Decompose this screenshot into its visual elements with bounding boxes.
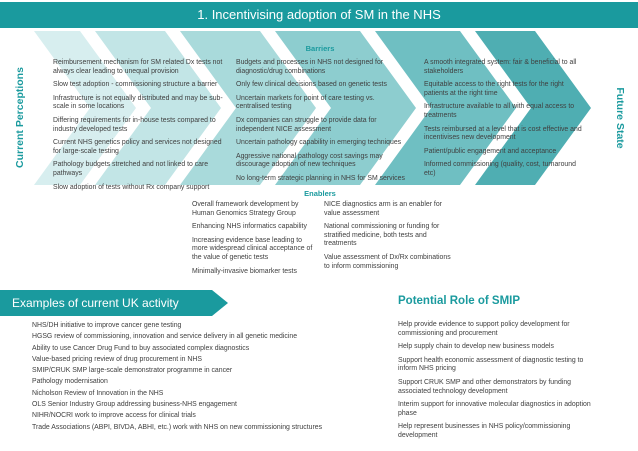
list-item: Dx companies can struggle to provide data for independent NICE assessment bbox=[236, 116, 377, 133]
list-item: Patient/public engagement and acceptance bbox=[424, 147, 557, 155]
list-item: OLS Senior Industry Group addressing business-NHS engagement bbox=[32, 401, 237, 409]
list-item: Infrastructure is not equally distributed and may be sub-scale in some locations bbox=[53, 94, 223, 111]
smip-list bbox=[398, 321, 603, 446]
list-item: NHS/DH initiative to improve cancer gene testing bbox=[32, 322, 182, 329]
list-item: Uncertain markets for point of care testing vs. centralised testing bbox=[236, 94, 375, 111]
examples-list bbox=[32, 322, 382, 435]
list-item: Reimbursement mechanism for SM related Dx tests not always clear leading to unequal provision bbox=[53, 59, 223, 75]
list-item: A smooth integrated system: fair & beneficial to all stakeholders bbox=[424, 59, 577, 75]
list-item: Minimally-invasive biomarker tests bbox=[192, 267, 297, 275]
list-item: Current NHS genetics policy and services not designed for large-scale testing bbox=[53, 139, 222, 155]
list-item: Value assessment of Dx/Rx combinations to inform commissioning bbox=[324, 253, 451, 270]
smip-title: Potential Role of SMIP bbox=[398, 295, 521, 307]
list-item: Budgets and processes in NHS not designed for diagnostic/drug combinations bbox=[236, 59, 384, 75]
list-item: Infrastructure available to all with equal access to treatments bbox=[424, 103, 575, 119]
list-item: National commissioning or funding for stratified medicine, both tests and treatments bbox=[324, 223, 440, 248]
list-item: Slow adoption of tests without Rx company support bbox=[53, 183, 210, 191]
page-title: 1. Incentivising adoption of SM in the NHS bbox=[0, 2, 638, 28]
list-item: Informed commissioning (quality, cost, turnaround etc) bbox=[424, 161, 576, 177]
list-item: Uncertain pathology capability in emerging techniques bbox=[236, 139, 402, 147]
list-item: Trade Associations (ABPI, BIVDA, ABHI, etc.) work with NHS on new commissioning structures bbox=[32, 423, 323, 431]
list-item: Ability to use Cancer Drug Fund to buy associated complex diagnostics bbox=[32, 344, 250, 352]
enablers-column-2 bbox=[324, 201, 452, 276]
list-item: Help represent businesses in NHS policy/commissioning development bbox=[398, 423, 571, 439]
future-state-column bbox=[424, 59, 589, 184]
list-item: NIHR/NOCRI work to improve access for clinical trials bbox=[32, 412, 196, 420]
list-item: SMIP/CRUK SMP large-scale demonstrator programme in cancer bbox=[32, 367, 233, 375]
examples-arrow-tip bbox=[212, 290, 228, 316]
list-item: Help provide evidence to support policy development for commissioning and procurement bbox=[398, 321, 570, 337]
list-item: Overall framework development by Human Genomics Strategy Group bbox=[192, 201, 299, 217]
list-item: Value-based pricing review of drug procurement in NHS bbox=[32, 355, 202, 363]
list-item: Only few clinical decisions based on genetic tests bbox=[236, 81, 387, 89]
examples-title: Examples of current UK activity bbox=[0, 290, 212, 316]
future-state-label: Future State bbox=[614, 87, 626, 149]
list-item: Differing requirements for in-house tests compared to industry developed tests bbox=[53, 116, 216, 133]
list-item: NICE diagnostics arm is an enabler for value assessment bbox=[324, 201, 442, 217]
current-perceptions-label: Current Perceptions bbox=[14, 67, 26, 168]
barriers-heading: Barriers bbox=[305, 44, 335, 53]
list-item: Support health economic assessment of diagnostic testing to inform NHS pricing bbox=[398, 356, 584, 373]
list-item: Interim support for innovative molecular diagnostics in adoption phase bbox=[398, 401, 591, 417]
list-item: Enhancing NHS informatics capability bbox=[192, 223, 307, 231]
list-item: HGSG review of commissioning, innovation and service delivery in all genetic medicine bbox=[32, 333, 298, 341]
list-item: No long-term strategic planning in NHS for SM services bbox=[236, 174, 405, 182]
list-item: Help supply chain to develop new business models bbox=[398, 343, 554, 351]
list-item: Support CRUK SMP and other demonstrators by funding associated technology development bbox=[398, 378, 571, 395]
enablers-column-1 bbox=[192, 201, 314, 281]
list-item: Pathology budgets stretched and not linked to care pathways bbox=[53, 161, 209, 177]
barriers-column-2 bbox=[236, 59, 406, 189]
enablers-heading: Enablers bbox=[304, 189, 336, 198]
barriers-column-1 bbox=[53, 59, 225, 197]
list-item: Pathology modernisation bbox=[32, 378, 108, 386]
list-item: Equitable access to the right tests for the right patients at the right time bbox=[424, 81, 564, 97]
list-item: Nicholson Review of Innovation in the NHS bbox=[32, 389, 164, 397]
list-item: Slow test adoption - commissioning structure a barrier bbox=[53, 81, 218, 89]
list-item: Aggressive national pathology cost savings may discourage adoption of new techniques bbox=[236, 152, 383, 169]
list-item: Tests reimbursed at a level that is cost effective and incentivises new development bbox=[424, 125, 582, 142]
list-item: Increasing evidence base leading to more widespread clinical acceptance of the value of genetic tests bbox=[192, 236, 313, 261]
